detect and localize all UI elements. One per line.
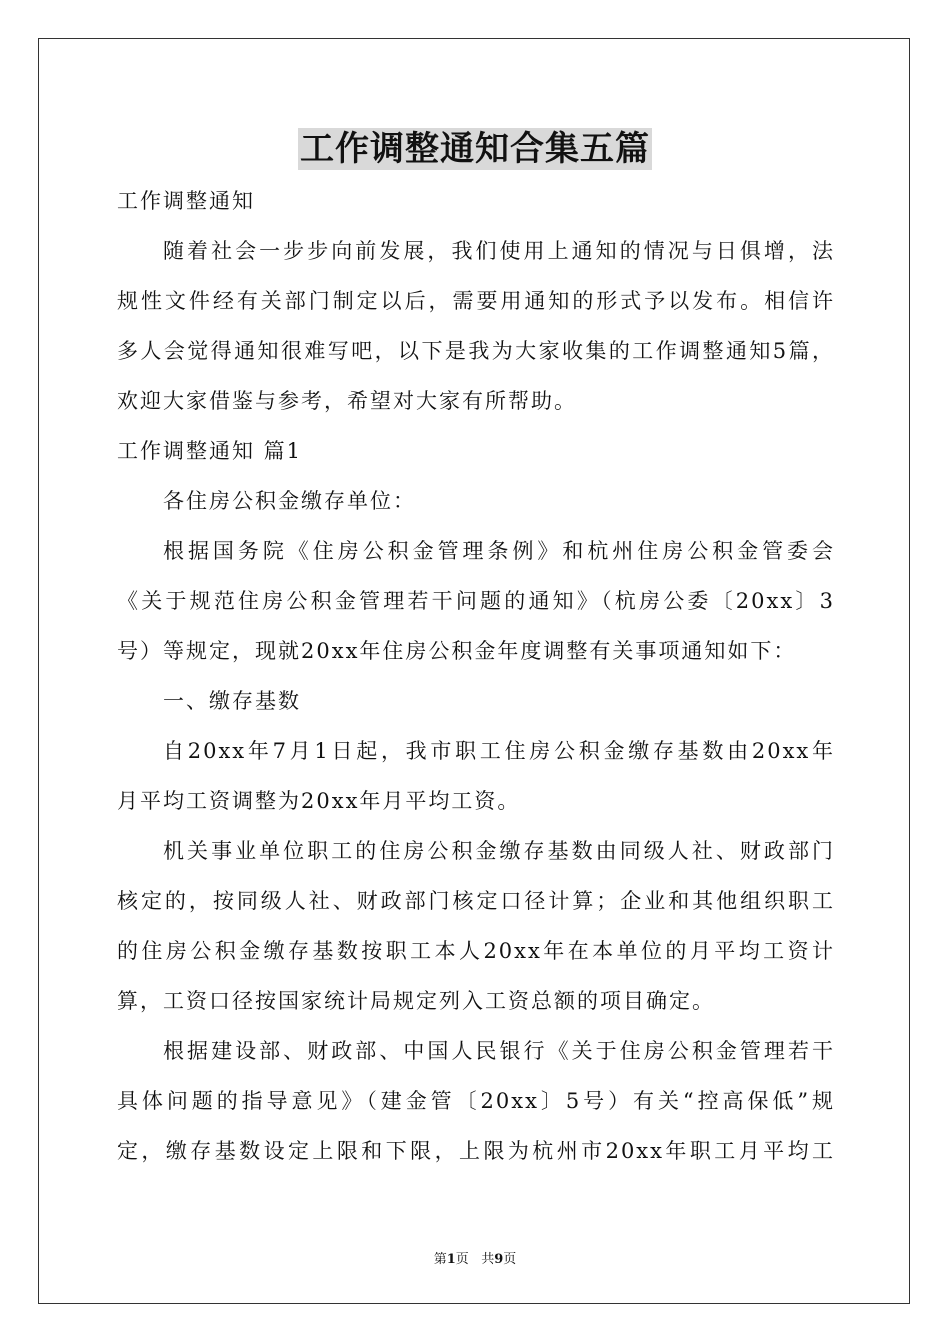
document-title: 工作调整通知合集五篇 xyxy=(300,129,650,169)
title-container xyxy=(0,128,950,170)
text-line: 根据建设部、财政部、中国人民银行《关于住房公积金管理若干 xyxy=(163,1039,835,1063)
text-line: 欢迎大家借鉴与参考，希望对大家有所帮助。 xyxy=(117,389,577,413)
text-line: 多人会觉得通知很难写吧，以下是我为大家收集的工作调整通知5篇， xyxy=(117,339,835,363)
text-line: 一、缴存基数 xyxy=(163,689,301,713)
total-prefix: 共 xyxy=(481,1252,495,1267)
text-line: 自20xx年7月1日起，我市职工住房公积金缴存基数由20xx年 xyxy=(163,739,835,763)
text-line: 核定的，按同级人社、财政部门核定口径计算；企业和其他组织职工 xyxy=(117,889,835,913)
text-line: 月平均工资调整为20xx年月平均工资。 xyxy=(117,789,521,813)
total-pages: 9 xyxy=(494,1252,504,1267)
text-line: 定，缴存基数设定上限和下限，上限为杭州市20xx年职工月平均工 xyxy=(117,1139,835,1163)
text-line: 具体问题的指导意见》（建金管〔20xx〕5号）有关“控高保低”规 xyxy=(117,1089,835,1113)
text-line: 随着社会一步步向前发展，我们使用上通知的情况与日俱增，法 xyxy=(163,239,835,263)
text-line: 号）等规定，现就20xx年住房公积金年度调整有关事项通知如下： xyxy=(117,639,797,663)
text-line: 根据国务院《住房公积金管理条例》和杭州住房公积金管委会 xyxy=(163,539,835,563)
page-prefix: 第 xyxy=(433,1252,447,1267)
text-line: 算，工资口径按国家统计局规定列入工资总额的项目确定。 xyxy=(117,989,715,1013)
text-line: 各住房公积金缴存单位： xyxy=(163,489,416,513)
text-line: 机关事业单位职工的住房公积金缴存基数由同级人社、财政部门 xyxy=(163,839,835,863)
text-line: 《关于规范住房公积金管理若干问题的通知》（杭房公委〔20xx〕3 xyxy=(117,589,835,613)
total-suffix: 页 xyxy=(503,1252,517,1267)
text-line: 工作调整通知 篇1 xyxy=(117,439,303,463)
text-line: 规性文件经有关部门制定以后，需要用通知的形式予以发布。相信许 xyxy=(117,289,835,313)
document-body xyxy=(117,176,835,1176)
text-line: 的住房公积金缴存基数按职工本人20xx年在本单位的月平均工资计 xyxy=(117,939,835,963)
text-line: 工作调整通知 xyxy=(117,189,255,213)
page-number: 1 xyxy=(446,1252,456,1267)
page-footer xyxy=(0,1248,950,1267)
page-suffix: 页 xyxy=(455,1252,469,1267)
